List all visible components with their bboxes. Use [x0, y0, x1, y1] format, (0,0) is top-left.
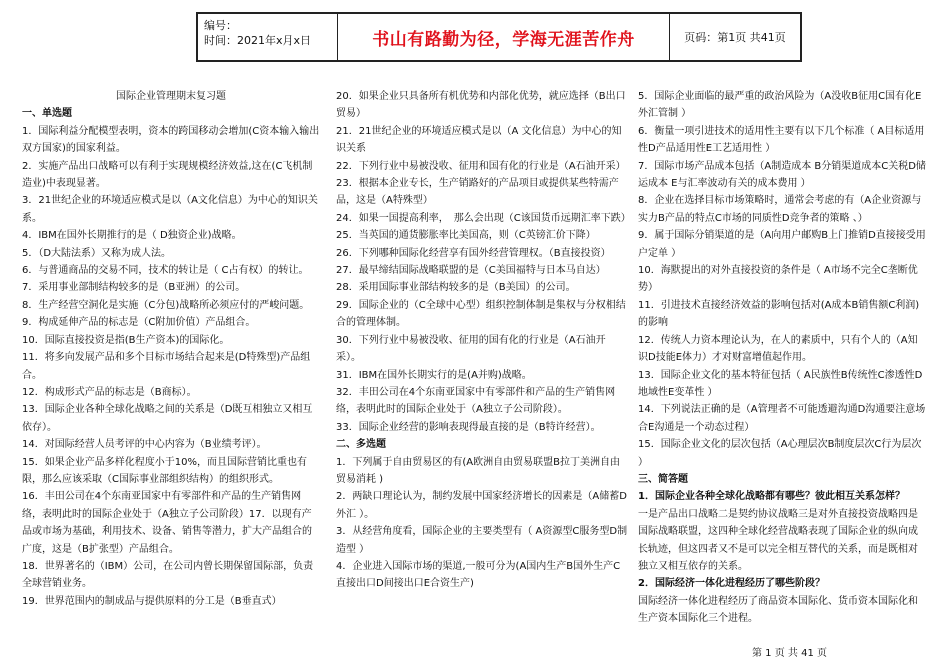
doc-title: 国际企业管理期末复习题: [116, 91, 226, 102]
section-heading: 一、单选题: [22, 108, 72, 120]
section-heading: 二、多选题: [336, 439, 386, 451]
essay-answer: 一是产品出口战略二是契约协议战略三是对外直接投资战略四是国际战略联盟，这四种全球化经营战略表现了国际企业的纵向成长轨迹，但这四者又不是可以完全相互替代的关系，而是既相对独立又相互依存的关系。: [638, 508, 918, 572]
question-item: 4．企业进入国际市场的渠道,一般可分为(A国内生产B国外生产C直接出口D间接出口E合资生产): [336, 560, 621, 590]
question-item: 26．下列哪种国际化经营享有国外经营管理权。（B直接投资）: [336, 247, 611, 259]
question-item: 31．IBM在国外长期实行的是(A并购)战略。: [336, 369, 532, 381]
question-item: 23．根据本企业专长，生产销路好的产品项目或提供某些特需产品，这是（A特殊型）: [336, 178, 619, 207]
essay-answer: 国际经济一体化进程经历了商品资本国际化、货币资本国际化和生产资本国际化三个进程。: [638, 595, 918, 625]
number-label: 编号：: [204, 19, 237, 32]
column-2: [336, 88, 631, 593]
question-list: [336, 454, 628, 593]
question-item: 2．实施产品出口战略可以有利于实现规模经济效益,这在(C飞机制造业)中表现显著。: [22, 160, 313, 190]
question-item: 22．下列行业中易被没收、征用和国有化的行业是（A石油开采）: [336, 160, 626, 172]
question-item: 27．最早缔结国际战略联盟的是（C美国福特与日本马自达）: [336, 265, 606, 277]
question-item: 12．构成形式产品的标志是（B商标）。: [22, 386, 197, 398]
question-item: 4．IBM在国外长期推行的是（ D独资企业)战略。: [22, 230, 242, 242]
question-item: 6．衡量一项引进技术的适用性主要有以下几个标准（ A目标适用性D产品适用性E工艺适用性 ）: [638, 125, 925, 155]
question-item: 29．国际企业的（C全球中心型）组织控制体制是集权与分权相结合的管理体制。: [336, 299, 626, 329]
question-item: 9．属于国际分销渠道的是（A向用户邮购B上门推销D直接接受用户定单 ）: [638, 230, 926, 259]
question-item: 15．如果企业产品多样化程度小于10%，而且国际营销比重也有限，那么应该采取（C国际事业部组织结构）的组织形式。: [22, 456, 307, 485]
question-item: 10．海默提出的对外直接投资的条件是（ A市场不完全C垄断优势）: [638, 265, 918, 294]
question-item: 32．丰田公司在4个东南亚国家中有零部件和产品的生产销售网络，表明此时的国际企业处于（A独立子公司阶段）。: [336, 386, 616, 416]
question-item: 7．国际市场产品成本包括（A制造成本 B分销渠道成本C关税D储运成本 E与汇率波动有关的成本费用 ）: [638, 160, 926, 190]
section-heading: 三、简答题: [638, 473, 688, 485]
question-item: 8．企业在选择目标市场策略时，通常会考虑的有（A企业资源与实力B产品的特点C市场的同质性D竞争者的策略 、）: [638, 195, 922, 224]
header-meta: [198, 14, 338, 60]
page-label: 页码：第1页 共41页: [684, 31, 786, 44]
question-item: 7．采用事业部制结构较多的是（B亚洲）的公司。: [22, 282, 246, 294]
question-item: 13．国际企业文化的基本特征包括（ A民族性B传统性C渗透性D地域性E变革性 ）: [638, 369, 923, 398]
time-label: 时间：2021年x月x日: [204, 34, 312, 47]
question-item: 21．21世纪企业的环境适应模式是以（A 文化信息）为中心的知识关系: [336, 125, 622, 155]
column-1: [22, 88, 320, 610]
question-item: 1．下列属于自由贸易区的有(A欧洲自由贸易联盟B拉丁美洲自由贸易消耗 ): [336, 456, 620, 485]
question-item: 18．世界著名的（IBM）公司，在公司内曾长期保留国际部，负责全球营销业务。: [22, 560, 314, 590]
essay-question: 2．国际经济一体化进程经历了哪些阶段？: [638, 578, 825, 590]
question-item: 9．构成延伸产品的标志是（C附加价值）产品组合。: [22, 317, 256, 329]
answer-list: [638, 488, 926, 627]
question-item: 11．引进技术直接经济效益的影响包括对(A成本B销售额C利润)的影响: [638, 299, 920, 329]
motto: 书山有路勤为径，学海无涯苦作舟: [338, 14, 670, 60]
question-item: 13．国际企业各种全球化战略之间的关系是（D既互相独立又相互依存）。: [22, 404, 313, 433]
document-body: [22, 88, 926, 650]
question-item: 14．对国际经营人员考评的中心内容为（B业绩考评）。: [22, 439, 267, 451]
question-item: 5．国际企业面临的最严重的政治风险为（A没收B征用C国有化E外汇管制 ）: [638, 91, 922, 120]
question-item: 28．采用国际事业部结构较多的是（B美国）的公司。: [336, 282, 576, 294]
question-item: 5．（D大陆法系）又称为成人法。: [22, 247, 172, 259]
question-item: 1．国际利益分配模型表明，资本的跨国移动会增加(C资本输入输出双方国家)的国家利益。: [22, 125, 320, 155]
page-footer: 第 1 页 共 41 页: [752, 648, 827, 659]
question-list: [638, 88, 926, 471]
question-item: 33．国际企业经营的影响表现得最直接的是（B特许经营）。: [336, 421, 601, 433]
question-item: 16．丰田公司在4个东南亚国家中有零部件和产品的生产销售网络，表明此时的国际企业处于（A独立子公司阶段）17．以现有产品或市场为基础，利用技术、设备、销售等潜力，扩大产品组合的广度，这是（B扩张型）产品组合。: [22, 491, 312, 555]
question-item: 12．传统人力资本理论认为，在人的素质中，只有个人的（A知识D技能E体力）才对财富增值起作用。: [638, 334, 918, 364]
question-item: 6．与普通商品的交易不同，技术的转让是（ C占有权）的转让。: [22, 265, 309, 277]
column-3: [638, 88, 926, 628]
document-header: [196, 12, 802, 62]
question-list: [336, 88, 631, 436]
question-item: 19．世界范围内的制成品与提供原料的分工是（B垂直式）: [22, 595, 282, 607]
question-list: [22, 123, 320, 610]
question-item: 3．21世纪企业的环境适应模式是以（A文化信息）为中心的知识关系。: [22, 195, 318, 224]
question-item: 30．下列行业中易被没收、征用的国有化的行业是（A石油开采）。: [336, 334, 606, 364]
question-item: 15．国际企业文化的层次包括（A心理层次B制度层次C行为层次 ）: [638, 439, 922, 468]
question-item: 24．如果一国提高利率， 那么会出现（C该国货币远期汇率下跌）: [336, 212, 631, 224]
essay-question: 1．国际企业各种全球化战略都有哪些？彼此相互关系怎样？: [638, 491, 905, 503]
question-item: 10．国际直接投资是指(B生产资本)的国际化。: [22, 334, 230, 346]
question-item: 11．将多向发展产品和多个目标市场结合起来是(D特殊型)产品组合。: [22, 352, 311, 381]
question-item: 3．从经营角度看，国际企业的主要类型有（ A资源型C服务型D制造型 ）: [336, 526, 628, 555]
question-item: 8．生产经营空洞化是实施（C分包)战略所必须应付的严峻问题。: [22, 299, 310, 311]
question-item: 2．两缺口理论认为，制约发展中国家经济增长的因素是（A储蓄D外汇 ）。: [336, 491, 627, 520]
question-item: 14．下列说法正确的是（A管理者不可能透避沟通D沟通要注意场合E沟通是一个动态过程）: [638, 404, 926, 433]
question-item: 20．如果企业只具备所有机优势和内部化优势，就应选择（B出口贸易）: [336, 91, 626, 120]
question-item: 25．当英国的通货膨胀率比美国高，则（C英镑汇价下降）: [336, 230, 596, 242]
